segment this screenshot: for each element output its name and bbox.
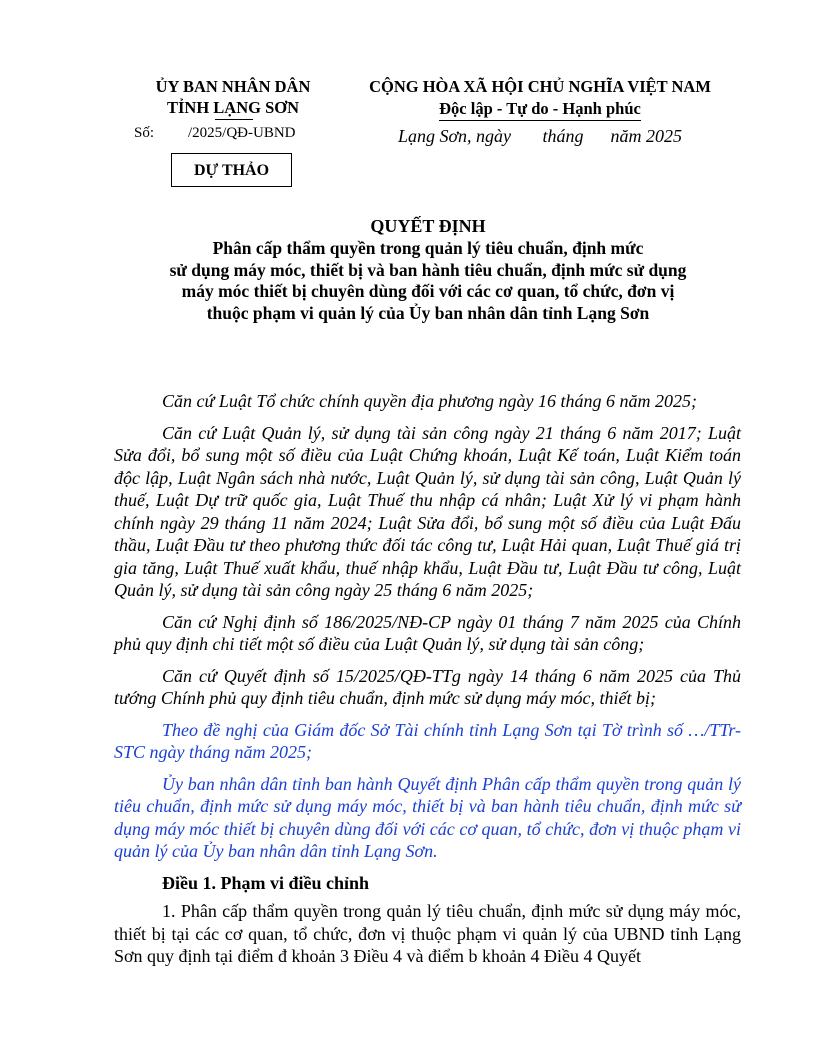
document-title: QUYẾT ĐỊNH <box>370 216 486 236</box>
decision-paragraph: Ủy ban nhân dân tỉnh ban hành Quyết định Phân cấp thẩm quyền trong quản lý tiêu chuẩn, định mức sử dụng máy móc, thiết bị và ban hành tiêu chuẩn, định mức sử dụng máy móc thiết bị chuyên dùng đối với các cơ quan, tổ chức, đơn vị thuộc phạm vi quản lý của Ủy ban nhân dân tỉnh Lạng Sơn. <box>114 773 741 861</box>
legal-basis-paragraph: Căn cứ Nghị định số 186/2025/NĐ-CP ngày 01 tháng 7 năm 2025 của Chính phủ quy định chi tiết một số điều của Luật Quản lý, sử dụng tài sản công; <box>114 611 741 654</box>
issuer-block <box>120 76 346 118</box>
country-name: CỘNG HÒA XÃ HỘI CHỦ NGHĨA VIỆT NAM <box>369 77 711 96</box>
document-number <box>134 125 296 142</box>
document-body <box>114 390 741 977</box>
subtitle-line: Phân cấp thẩm quyền trong quản lý tiêu chuẩn, định mức <box>212 238 644 258</box>
national-motto-block <box>352 76 728 120</box>
issuer-line1: ỦY BAN NHÂN DÂN <box>155 77 311 96</box>
legal-basis-paragraph: Căn cứ Luật Tổ chức chính quyền địa phương ngày 16 tháng 6 năm 2025; <box>162 391 698 411</box>
article-1-clause-1: 1. Phân cấp thẩm quyền trong quản lý tiêu chuẩn, định mức sử dụng máy móc, thiết bị tại các cơ quan, tổ chức, đơn vị thuộc phạm vi quản lý của UBND tỉnh Lạng Sơn quy định tại điểm đ khoản 3 Điều 4 và điểm b khoản 4 Điều 4 Quyết <box>114 901 741 966</box>
proposal-paragraph: Theo đề nghị của Giám đốc Sở Tài chính tỉnh Lạng Sơn tại Tờ trình số …/TTr-STC ngày tháng năm 2025; <box>114 719 741 762</box>
legal-basis-paragraph: Căn cứ Luật Quản lý, sử dụng tài sản công ngày 21 tháng 6 năm 2017; Luật Sửa đổi, bổ sung một số điều của Luật Chứng khoán, Luật Kế toán, Luật Kiểm toán độc lập, Luật Ngân sách nhà nước, Luật Quản lý, sử dụng tài sản công, Luật Quản lý thuế, Luật Dự trữ quốc gia, Luật Thuế thu nhập cá nhân; Luật Xử lý vi phạm hành chính ngày 29 tháng 11 năm 2024; Luật Sửa đổi, bổ sung một số điều của Luật Đấu thầu, Luật Đầu tư theo phương thức đối tác công tư, Luật Hải quan, Luật Thuế giá trị gia tăng, Luật Thuế xuất khẩu, thuế nhập khẩu, Luật Đầu tư, Luật Đầu tư công, Luật Quản lý, sử dụng tài sản công ngày 25 tháng 6 năm 2025; <box>114 422 741 600</box>
issuer-province: TỈNH LẠNG SƠN <box>166 98 300 117</box>
issue-date: Lạng Sơn, ngày tháng năm 2025 <box>397 126 683 146</box>
subtitle-line: máy móc thiết bị chuyên dùng đối với các cơ quan, tổ chức, đơn vị <box>181 281 675 301</box>
motto-text: Độc lập - Tự do - Hạnh phúc <box>439 99 641 118</box>
subtitle-line: thuộc phạm vi quản lý của Ủy ban nhân dân tỉnh Lạng Sơn <box>206 302 650 323</box>
draft-stamp: DỰ THẢO <box>171 153 292 187</box>
document-number-value: /2025/QĐ-UBND <box>188 125 296 141</box>
article-1-title: Điều 1. Phạm vi điều chỉnh <box>162 872 370 893</box>
document-number-label: Số: <box>134 125 155 141</box>
document-subtitle <box>100 238 756 324</box>
issuer-line2 <box>120 97 346 118</box>
motto-line <box>352 98 728 120</box>
legal-basis-paragraph: Căn cứ Quyết định số 15/2025/QĐ-TTg ngày 14 tháng 6 năm 2025 của Thủ tướng Chính phủ quy định tiêu chuẩn, định mức sử dụng máy móc, thiết bị; <box>114 665 741 708</box>
subtitle-line: sử dụng máy móc, thiết bị và ban hành tiêu chuẩn, định mức sử dụng <box>169 259 687 280</box>
